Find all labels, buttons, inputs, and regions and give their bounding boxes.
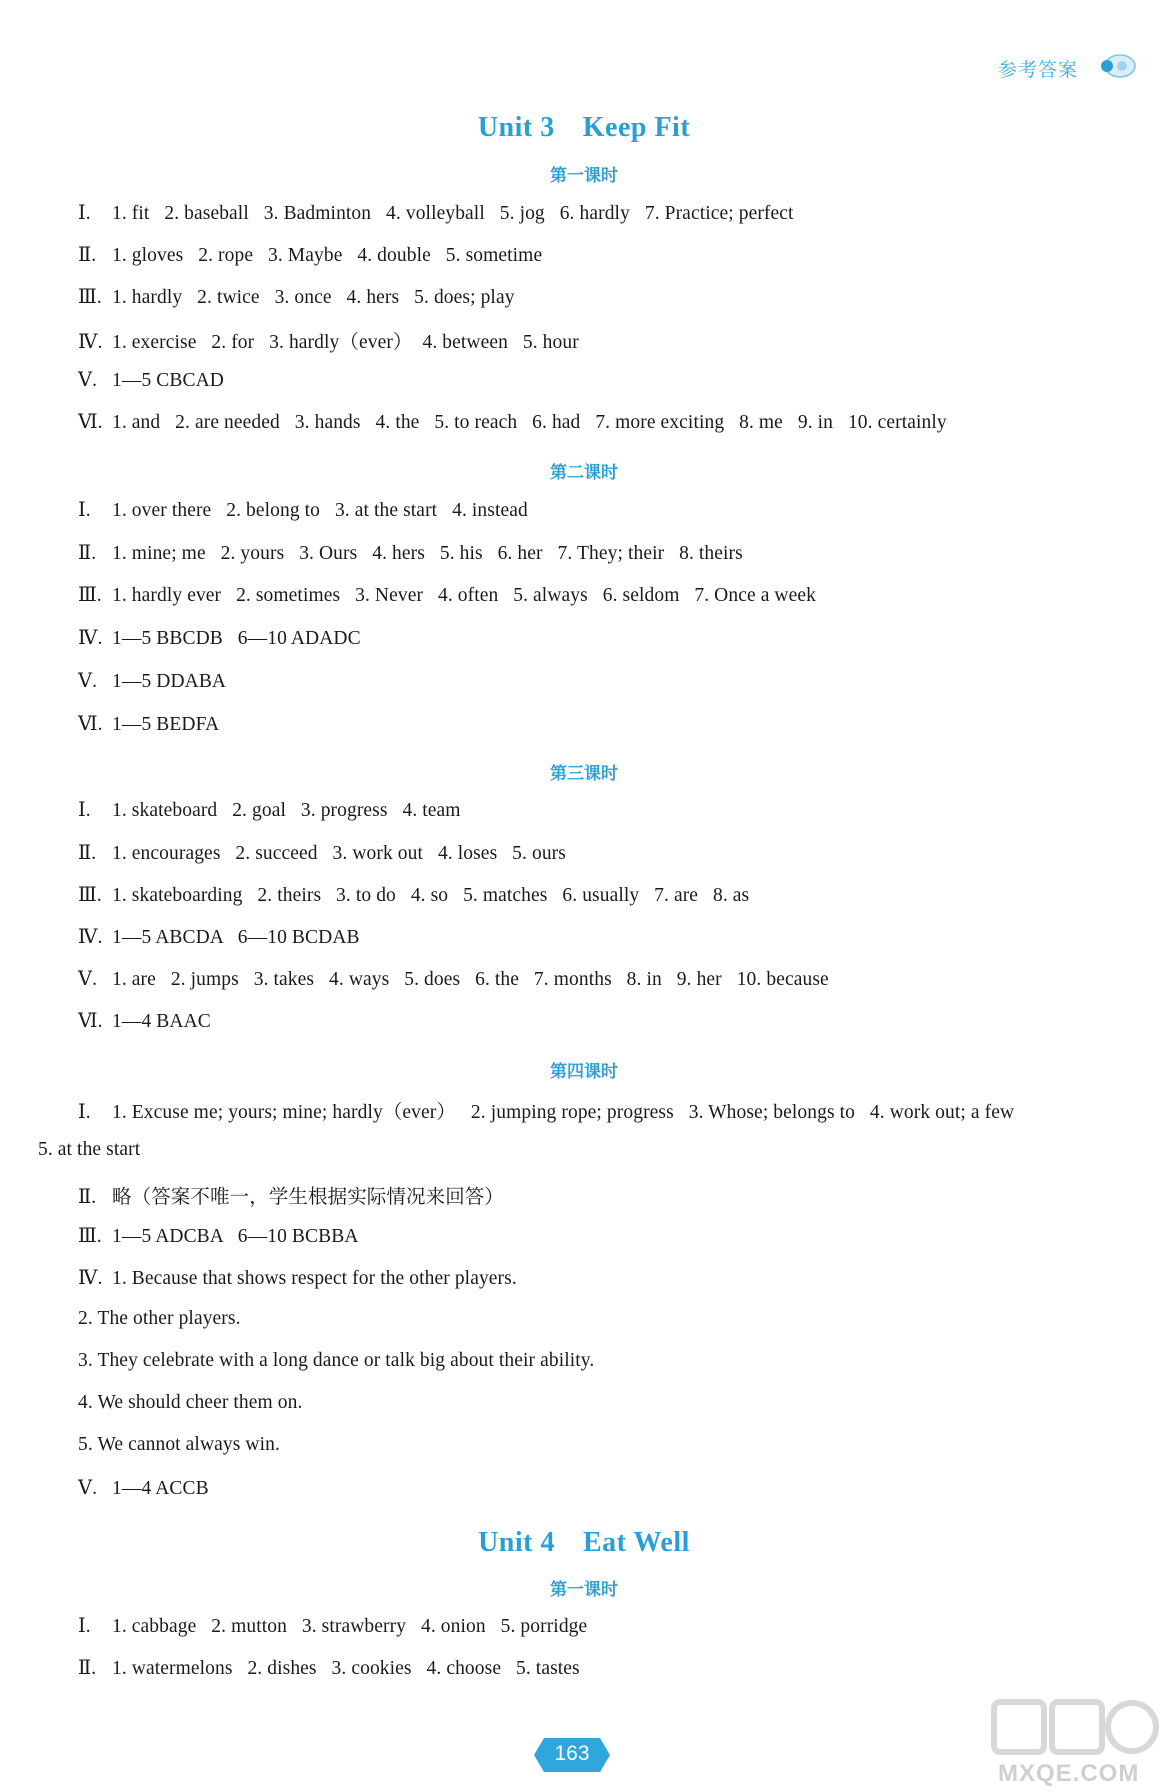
answer-text: 1. gloves 2. rope 3. Maybe 4. double 5. sometime — [112, 245, 543, 266]
section-number: Ⅱ. — [78, 245, 97, 266]
answer-text: 1. encourages 2. succeed 3. work out 4. loses 5. ours — [112, 843, 566, 864]
answer-line — [78, 1434, 280, 1456]
section-number: Ⅱ. — [78, 543, 97, 564]
answer-text: 5. We cannot always win. — [78, 1434, 280, 1455]
unit-name: Keep Fit — [582, 112, 691, 143]
section-number: Ⅱ. — [78, 1658, 97, 1679]
section-number: Ⅲ. — [78, 287, 102, 308]
answer-line — [78, 1308, 241, 1330]
answer-text: 1—5 CBCAD — [112, 370, 224, 391]
answer-text: 1—5 DDABA — [112, 671, 227, 692]
answer-text: 4. We should cheer them on. — [78, 1392, 303, 1413]
answer-line — [78, 1614, 587, 1638]
unit-name: Eat Well — [582, 1527, 690, 1558]
answer-line — [78, 1266, 517, 1290]
section-number: Ⅴ. — [78, 370, 97, 391]
page-number: 163 — [554, 1742, 590, 1765]
watermark-text: MXQE.COM — [998, 1760, 1140, 1787]
answer-line — [78, 1009, 211, 1033]
answer-text: 3. They celebrate with a long dance or talk big about their ability. — [78, 1350, 595, 1371]
answer-line — [78, 541, 743, 565]
answer-text: 1—5 BBCDB 6—10 ADADC — [112, 628, 361, 649]
section-number: Ⅰ. — [78, 1102, 91, 1123]
answer-text: 1. skateboard 2. goal 3. progress 4. team — [112, 800, 461, 821]
section-number: Ⅰ. — [78, 500, 91, 521]
answer-text: 1. Because that shows respect for the other players. — [112, 1268, 517, 1289]
answer-line — [78, 410, 947, 434]
answer-line — [78, 841, 566, 865]
answer-text: 1. cabbage 2. mutton 3. strawberry 4. onion 5. porridge — [112, 1616, 588, 1637]
answer-line — [78, 368, 224, 392]
section-number: Ⅳ. — [78, 927, 103, 948]
answer-line — [78, 1656, 580, 1680]
answer-line — [78, 201, 794, 225]
answer-text: 1. over there 2. belong to 3. at the start 4. instead — [112, 500, 528, 521]
unit-title — [0, 112, 1168, 144]
answer-line — [78, 1224, 359, 1248]
lesson-title: 第一课时 — [550, 1580, 618, 1600]
answer-text: 1—4 ACCB — [112, 1478, 209, 1499]
answer-line — [78, 669, 226, 693]
answer-text: 1. Excuse me; yours; mine; hardly（ever） 2. jumping rope; progress 3. Whose; belongs to 4. work out; a few — [112, 1102, 1015, 1123]
section-number: Ⅳ. — [78, 1268, 103, 1289]
lesson-title: 第一课时 — [550, 166, 618, 186]
answer-text: 1. hardly 2. twice 3. once 4. hers 5. does; play — [112, 287, 515, 308]
section-number: Ⅰ. — [78, 800, 91, 821]
answer-line — [78, 967, 829, 991]
section-number: Ⅵ. — [78, 714, 103, 735]
answer-text: 5. at the start — [38, 1139, 141, 1160]
section-number: Ⅰ. — [78, 203, 91, 224]
section-number: Ⅲ. — [78, 585, 102, 606]
section-number: Ⅴ. — [78, 969, 97, 990]
answer-line — [78, 243, 542, 267]
answer-line — [78, 498, 528, 522]
section-number: Ⅳ. — [78, 332, 103, 353]
answer-text: 1—5 BEDFA — [112, 714, 220, 735]
answer-text: 1—5 ABCDA 6—10 BCDAB — [112, 927, 360, 948]
section-number: Ⅲ. — [78, 885, 102, 906]
answer-text: 1. are 2. jumps 3. takes 4. ways 5. does 6. the 7. months 8. in 9. her 10. because — [112, 969, 829, 990]
answer-text: 1. and 2. are needed 3. hands 4. the 5. to reach 6. had 7. more exciting 8. me 9. in 10. certainly — [112, 412, 947, 433]
answer-line — [78, 1350, 594, 1372]
answer-line — [78, 1181, 504, 1209]
answer-text: 1. skateboarding 2. theirs 3. to do 4. so 5. matches 6. usually 7. are 8. as — [112, 885, 750, 906]
unit-title — [0, 1527, 1168, 1559]
unit-number: Unit 4 — [478, 1527, 555, 1558]
answer-line — [78, 326, 579, 354]
header-badge-icon — [1098, 52, 1138, 80]
answer-text: 1. watermelons 2. dishes 3. cookies 4. choose 5. tastes — [112, 1658, 580, 1679]
answer-line — [78, 925, 360, 949]
section-number: Ⅰ. — [78, 1616, 91, 1637]
section-number: Ⅳ. — [78, 628, 103, 649]
section-number: Ⅱ. — [78, 843, 97, 864]
unit-number: Unit 3 — [477, 112, 555, 143]
section-number: Ⅱ. — [78, 1187, 97, 1208]
answer-text: 1. exercise 2. for 3. hardly（ever） 4. between 5. hour — [112, 332, 579, 353]
answer-text: 2. The other players. — [78, 1308, 241, 1329]
section-number: Ⅵ. — [78, 412, 103, 433]
answer-text: 1—4 BAAC — [112, 1011, 211, 1032]
answer-line — [78, 883, 749, 907]
answer-line — [78, 1476, 209, 1500]
answer-line — [78, 798, 461, 822]
answer-text: 1—5 ADCBA 6—10 BCBBA — [112, 1226, 359, 1247]
section-number: Ⅴ. — [78, 671, 97, 692]
answer-line — [78, 285, 515, 309]
lesson-title: 第四课时 — [550, 1062, 618, 1082]
answer-text: 1. fit 2. baseball 3. Badminton 4. volleyball 5. jog 6. hardly 7. Practice; perfect — [112, 203, 794, 224]
answer-line — [78, 712, 219, 736]
section-number: Ⅴ. — [78, 1478, 97, 1499]
answer-line — [78, 583, 816, 607]
section-number: Ⅲ. — [78, 1226, 102, 1247]
answer-text: 1. mine; me 2. yours 3. Ours 4. hers 5. his 6. her 7. They; their 8. theirs — [112, 543, 743, 564]
section-number: Ⅵ. — [78, 1011, 103, 1032]
header-label: 参考答案 — [998, 59, 1079, 81]
answer-line — [78, 1096, 1014, 1124]
answer-text: 1. hardly ever 2. sometimes 3. Never 4. often 5. always 6. seldom 7. Once a week — [112, 585, 816, 606]
lesson-title: 第三课时 — [550, 764, 618, 784]
lesson-title: 第二课时 — [550, 463, 618, 483]
answer-line — [78, 1392, 302, 1414]
answer-line — [38, 1139, 140, 1161]
answer-text: 略（答案不唯一，学生根据实际情况来回答） — [112, 1187, 505, 1208]
answer-line — [78, 626, 361, 650]
